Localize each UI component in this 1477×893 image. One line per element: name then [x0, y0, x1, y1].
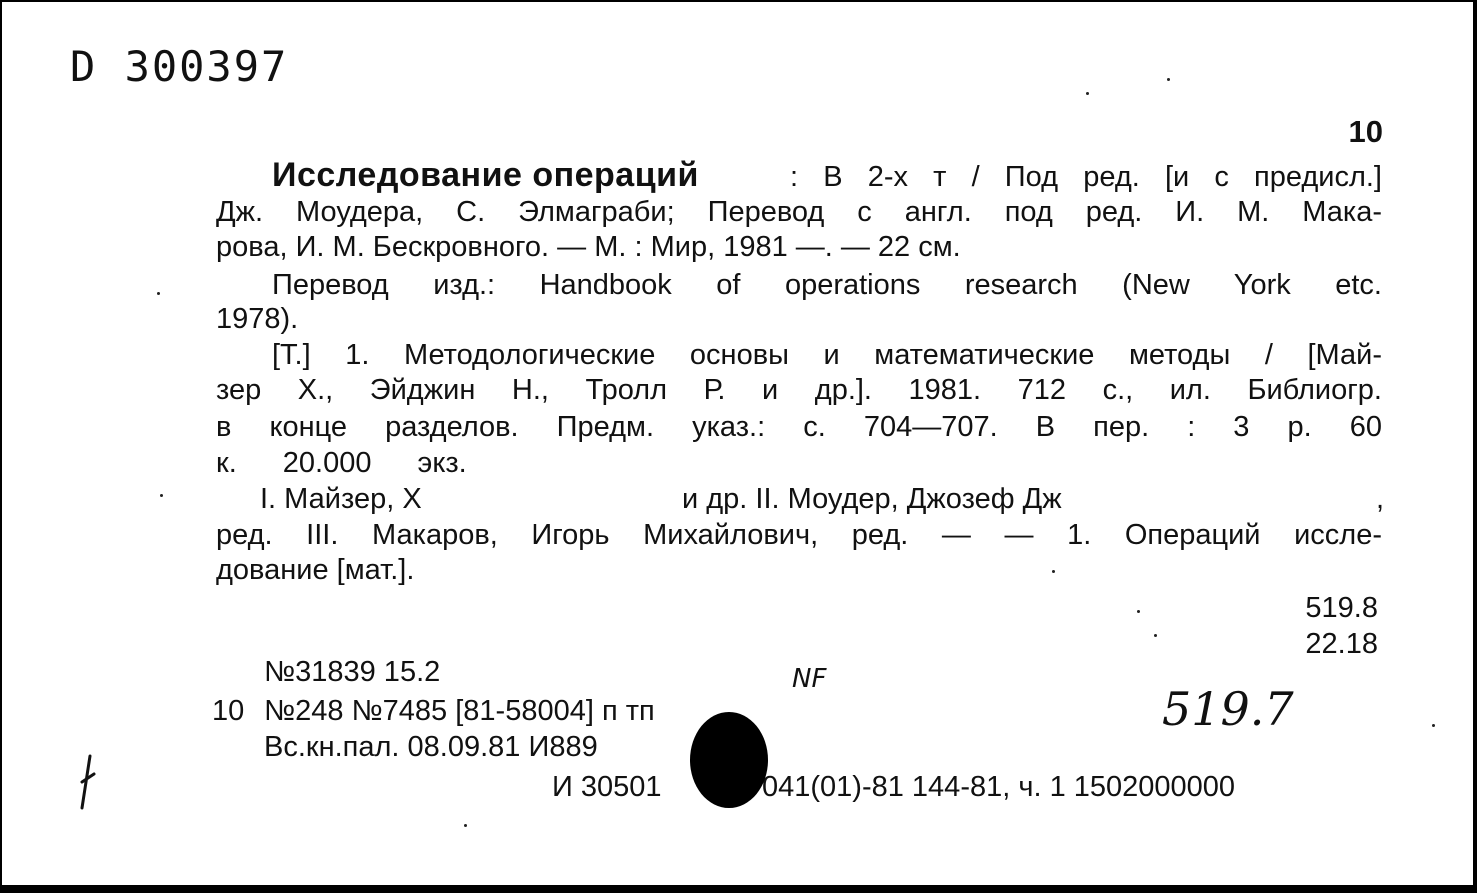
footer-line-2: №248 №7485 [81-58004] п тп — [264, 695, 655, 727]
body-line-2: Дж. Моудера, С. Элмаграби; Перевод с англ. под ред. И. М. Мака- — [216, 196, 1382, 228]
footer-copies: 10 — [212, 695, 245, 727]
speck — [1167, 78, 1170, 81]
speck — [157, 292, 160, 295]
added-entry-2: и др. II. Моудер, Джозеф Дж — [682, 483, 1062, 515]
body-line-3: рова, И. М. Бескровного. — М. : Мир, 1981 —. — 22 см. — [216, 231, 961, 263]
speck — [1154, 634, 1157, 637]
speck — [1052, 570, 1055, 573]
bbk-number: 22.18 — [1305, 628, 1378, 660]
body-line-5: 1978). — [216, 303, 299, 335]
speck — [160, 494, 163, 497]
body-line-11: ред. III. Макаров, Игорь Михайлович, ред. — — 1. Операций иссле- — [216, 519, 1382, 551]
udc-number: 519.8 — [1305, 592, 1378, 624]
body-line-8: в конце разделов. Предм. указ.: с. 704—707. В пер. : 3 р. 60 — [216, 411, 1382, 443]
body-line-7: зер Х., Эйджин Н., Тролл Р. и др.]. 1981. 712 с., ил. Библиогр. — [216, 374, 1382, 406]
title-line — [272, 156, 699, 194]
speck — [1137, 610, 1140, 613]
speck — [1086, 92, 1089, 95]
footer-line-1: №31839 15.2 — [264, 656, 441, 688]
handwritten-tick-mark — [72, 752, 100, 812]
book-title: Исследование операций — [272, 156, 699, 194]
speck — [1432, 724, 1435, 727]
speck — [464, 824, 467, 827]
footer-line-3: Вс.кн.пал. 08.09.81 И889 — [264, 731, 598, 763]
title-responsibility: : В 2-х т / Под ред. [и с предисл.] — [790, 161, 1382, 193]
added-entry-comma: , — [1376, 483, 1385, 515]
volume-note: [Т.] 1. Методологические основы и математические методы / [Май- — [272, 339, 1382, 371]
handwritten-number: 519.7 — [1162, 682, 1294, 736]
body-line-12: дование [мат.]. — [216, 554, 415, 586]
original-title-note: Перевод изд.: Handbook of operations research (New York etc. — [272, 269, 1382, 301]
body-line-9: к. 20.000 экз. — [216, 447, 467, 479]
handwritten-initials: NF — [792, 664, 827, 694]
card-number: 10 — [1348, 114, 1383, 149]
added-entry-1: I. Майзер, Х — [260, 483, 422, 515]
footer-line-4a: И 30501 — [552, 771, 662, 803]
accession-number: D 300397 — [70, 42, 289, 91]
catalog-card — [2, 2, 1475, 888]
ink-blot — [690, 712, 768, 808]
footer-line-4b: 041(01)-81 144-81, ч. 1 1502000000 — [762, 771, 1236, 803]
